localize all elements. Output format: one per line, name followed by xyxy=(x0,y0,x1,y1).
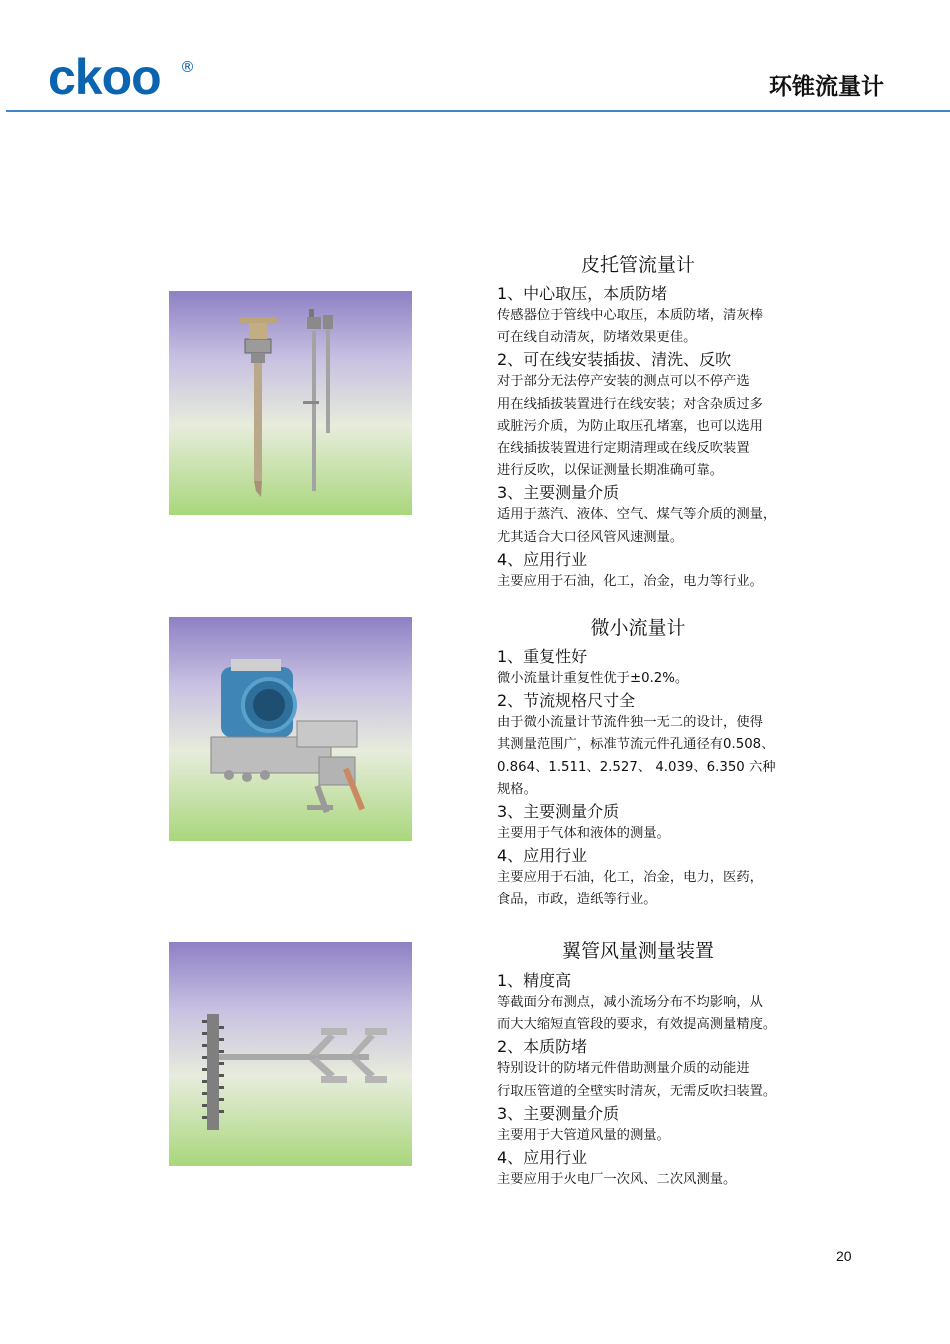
wing-tube-air-flow-device-photo xyxy=(169,942,412,1166)
header-divider xyxy=(6,110,950,112)
page-number: 20 xyxy=(836,1248,852,1264)
feature-description: 主要用于大管道风量的测量。 xyxy=(497,1127,670,1143)
feature-heading: 4、应用行业 xyxy=(497,549,588,569)
feature-description: 适用于蒸汽、液体、空气、煤气等介质的测量， 尤其适合大口径风管风速测量。 xyxy=(497,507,777,545)
registered-mark: ® xyxy=(180,58,195,76)
feature-description: 对于部分无法停产安装的测点可以不停产选 用在线插拔装置进行在线安装；对含杂质过多 或脏污介质，为防止取压孔堵塞，也可以选用 在线插拔装置进行定期清理或在线反吹装置 进行反吹，以保证测量长期准确可靠。 xyxy=(497,374,763,479)
feature-heading: 3、主要测量介质 xyxy=(497,483,620,503)
feature-heading: 2、本质防堵 xyxy=(497,1037,588,1057)
feature-description: 微小流量计重复性优于±0.2%。 xyxy=(497,671,689,686)
section-title: 皮托管流量计 xyxy=(580,254,695,276)
feature-heading: 4、应用行业 xyxy=(497,1148,588,1168)
feature-heading: 1、重复性好 xyxy=(497,647,588,666)
feature-heading: 2、可在线安装插拔、清洗、反吹 xyxy=(497,350,732,370)
feature-description: 传感器位于管线中心取压，本质防堵，清灰棒 可在线自动清灰，防堵效果更佳。 xyxy=(497,308,763,346)
feature-heading: 1、中心取压，本质防堵 xyxy=(497,284,668,303)
feature-heading: 3、主要测量介质 xyxy=(497,802,620,822)
section-title: 翼管风量测量装置 xyxy=(561,940,714,962)
feature-heading: 1、精度高 xyxy=(497,971,572,990)
feature-heading: 3、主要测量介质 xyxy=(497,1103,620,1123)
pitot-tube-flowmeter-photo xyxy=(169,291,412,515)
section-title: 微小流量计 xyxy=(590,617,686,639)
micro-flowmeter-transmitter-photo xyxy=(169,617,412,841)
page-header-title: 环锥流量计 xyxy=(769,74,884,100)
feature-description: 由于微小流量计节流件独一无二的设计，使得 其测量范围广，标准节流元件孔通径有0.508、 0.864、1.511、2.527、 4.039、6.350 六种 规格。 xyxy=(497,715,776,797)
feature-description: 特别设计的防堵元件借助测量介质的动能进 行取压管道的全壁实时清灰，无需反吹扫装置。 xyxy=(497,1061,777,1099)
feature-description: 主要应用于石油，化工，冶金，电力等行业。 xyxy=(497,573,763,589)
feature-heading: 2、节流规格尺寸全 xyxy=(497,691,636,711)
ckoo-logo: ckoo xyxy=(48,49,161,105)
feature-description: 主要应用于石油，化工，冶金，电力，医药， 食品，市政，造纸等行业。 xyxy=(497,870,763,908)
feature-description: 等截面分布测点，减小流场分布不均影响，从 而大大缩短直管段的要求，有效提高测量精度。 xyxy=(497,995,777,1033)
feature-heading: 4、应用行业 xyxy=(497,846,588,866)
pitot-text xyxy=(497,283,787,593)
feature-description: 主要用于气体和液体的测量。 xyxy=(497,826,670,842)
micro-text xyxy=(497,646,787,912)
wing-text xyxy=(497,970,787,1191)
feature-description: 主要应用于火电厂一次风、二次风测量。 xyxy=(497,1172,737,1188)
